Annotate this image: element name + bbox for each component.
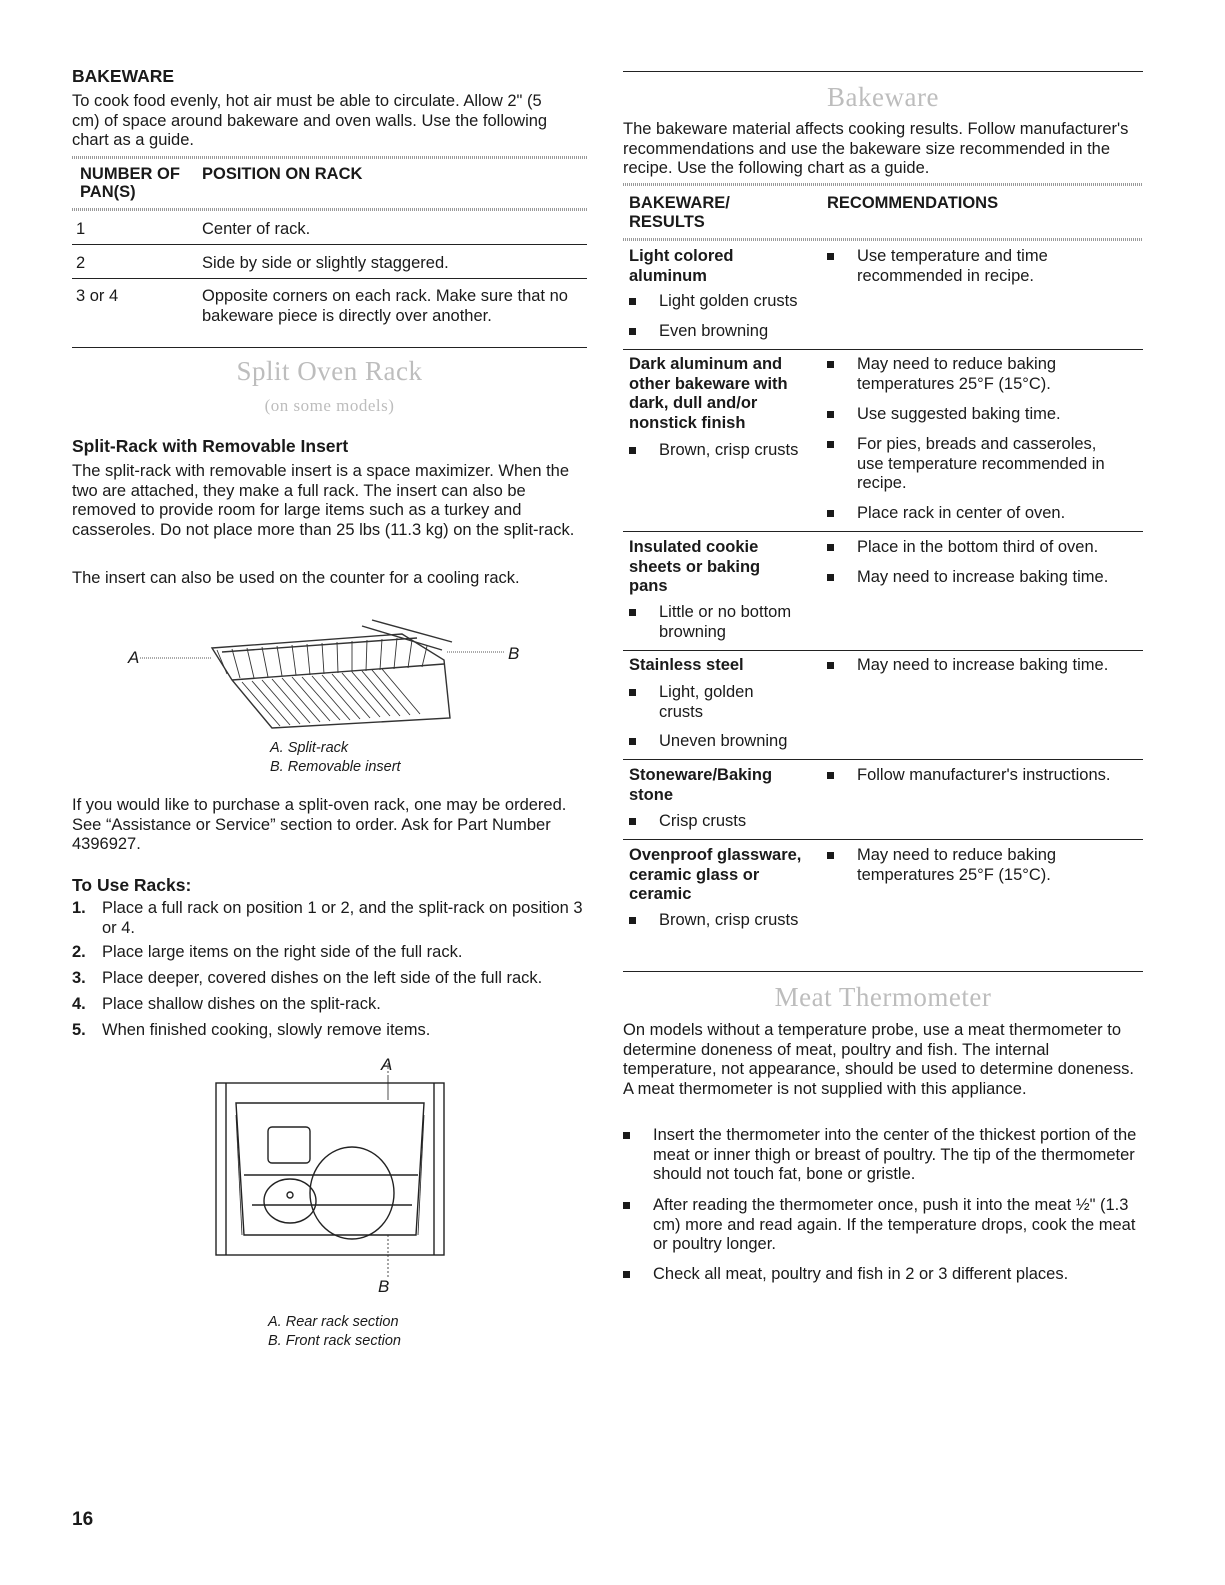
figure-label-a: A (128, 648, 140, 667)
result-item: Light golden crusts (629, 292, 819, 312)
row-divider (623, 839, 1143, 840)
table-top-rule (623, 183, 1143, 186)
table-row-num: 1 (76, 220, 86, 238)
step-number: 3. (72, 969, 86, 987)
split-rack-title: Split Oven Rack (236, 356, 423, 386)
split-rack-paragraph: The split-rack with removable insert is a space maximizer. When the two are attached, they make a full rack. The insert can also be removed to provide room for large items such as a turkey and casseroles. Do not place more than 25 lbs (11.3 kg) on the split-rack. (72, 462, 575, 539)
result-item: Brown, crisp crusts (629, 911, 799, 931)
table-header-rule (72, 208, 587, 211)
list-item: After reading the thermometer once, push it into the meat ½" (1.3 cm) more and read again. If the temperature drops, cook the meat or poultry longer. (623, 1196, 1141, 1255)
meat-thermometer-intro: On models without a temperature probe, use a meat thermometer to determine doneness of meat, poultry and fish. The internal temperature, not appearance, should be used to determine doneness. A meat thermometer is not supplied with this appliance. (623, 1021, 1134, 1098)
step-text: Place large items on the right side of the full rack. (102, 943, 463, 961)
split-rack-illustration (72, 600, 587, 730)
recommendation-item: May need to increase baking time. (827, 656, 1137, 676)
meat-thermometer-title: Meat Thermometer (774, 982, 992, 1012)
row-divider (72, 244, 587, 245)
recommendation-item: May need to reduce baking temperatures 25°F (15°C). (827, 846, 1127, 885)
step-number: 5. (72, 1021, 86, 1039)
figure-caption-b: B. Removable insert (270, 759, 401, 775)
result-item: Uneven browning (629, 732, 819, 752)
recommendation-item: Use suggested baking time. (827, 405, 1127, 425)
oven-rack-figure (212, 1055, 452, 1305)
material-name: Dark aluminum and other bakeware with dark, dull and/or nonstick finish (629, 355, 788, 432)
table-row-num: 3 or 4 (76, 287, 119, 305)
figure-label-b: B (508, 644, 520, 663)
step-number: 1. (72, 899, 86, 917)
use-racks-heading: To Use Racks: (72, 875, 192, 895)
row-divider (623, 759, 1143, 760)
figure-label-b: B (378, 1277, 390, 1296)
material-name: Stoneware/Baking stone (629, 766, 773, 804)
section-rule (623, 971, 1143, 972)
step-text: Place shallow dishes on the split-rack. (102, 995, 381, 1013)
material-name: Ovenproof glassware, ceramic glass or ceramic (629, 846, 802, 903)
table-header-position: POSITION ON RACK (202, 165, 363, 183)
step-number: 2. (72, 943, 86, 961)
row-divider (623, 531, 1143, 532)
row-divider (72, 278, 587, 279)
page-number: 16 (72, 1509, 94, 1530)
split-rack-heading: Split-Rack with Removable Insert (72, 436, 349, 456)
row-divider (623, 349, 1143, 350)
step-text: Place a full rack on position 1 or 2, and the split-rack on position 3 or 4. (102, 899, 583, 937)
bakeware-title: Bakeware (827, 82, 939, 112)
list-item (72, 995, 587, 1015)
recommendation-item: For pies, breads and casseroles, use temperature recommended in recipe. (827, 435, 1127, 494)
bakeware-intro: The bakeware material affects cooking results. Follow manufacturer's recommendations and use the bakeware size recommended in the recipe. Use the following chart as a guide. (623, 120, 1129, 177)
table-row-pos: Side by side or slightly staggered. (202, 254, 449, 272)
table-header-recommendations: RECOMMENDATIONS (827, 194, 999, 212)
recommendation-item: May need to increase baking time. (827, 568, 1137, 588)
split-rack-figure (72, 600, 587, 730)
result-item: Brown, crisp crusts (629, 441, 809, 461)
split-rack-subtitle: (on some models) (264, 396, 395, 415)
step-text: Place deeper, covered dishes on the left side of the full rack. (102, 969, 543, 987)
cooling-rack-paragraph: The insert can also be used on the counter for a cooling rack. (72, 569, 520, 587)
table-header-number: NUMBER OF PAN(S) (80, 165, 180, 201)
recommendation-item: May need to reduce baking temperatures 25°F (15°C). (827, 355, 1127, 394)
table-row-pos: Center of rack. (202, 220, 311, 238)
table-header-bakeware: BAKEWARE/ RESULTS (629, 194, 730, 231)
bakeware-heading: BAKEWARE (72, 66, 175, 86)
list-item (72, 1021, 587, 1041)
bakeware-intro: To cook food evenly, hot air must be able to circulate. Allow 2" (5 cm) of space around bakeware and oven walls. Use the following chart as a guide. (72, 92, 548, 149)
steps-list (72, 899, 587, 1059)
purchase-paragraph: If you would like to purchase a split-oven rack, one may be ordered. See “Assistance or Service” section to order. Ask for Part Number 4396927. (72, 796, 567, 853)
result-item: Little or no bottom browning (629, 603, 824, 642)
recommendation-item: Use temperature and time recommended in recipe. (827, 247, 1137, 286)
list-item (72, 943, 587, 963)
section-rule (72, 347, 587, 348)
result-item: Crisp crusts (629, 812, 819, 832)
result-item: Even browning (629, 322, 819, 342)
recommendation-item: Place in the bottom third of oven. (827, 538, 1137, 558)
row-divider (623, 650, 1143, 651)
material-name: Light colored aluminum (629, 247, 734, 285)
figure-label-a: A (381, 1055, 393, 1074)
table-header-rule (623, 238, 1143, 241)
figure-caption-b: B. Front rack section (268, 1333, 401, 1349)
result-item: Light, golden crusts (629, 683, 799, 722)
section-rule (623, 71, 1143, 72)
recommendation-item: Place rack in center of oven. (827, 504, 1127, 524)
recommendation-item: Follow manufacturer's instructions. (827, 766, 1143, 786)
oven-interior-illustration (212, 1055, 452, 1305)
table-top-rule (72, 156, 587, 159)
list-item: Check all meat, poultry and fish in 2 or 3 different places. (623, 1265, 1141, 1285)
list-item (72, 899, 587, 939)
figure-caption-a: A. Rear rack section (268, 1314, 399, 1330)
list-item (72, 969, 587, 989)
list-item: Insert the thermometer into the center of the thickest portion of the meat or inner thigh or breast of poultry. The tip of the thermometer should not touch fat, bone or gristle. (623, 1126, 1141, 1185)
material-name: Stainless steel (629, 656, 744, 674)
table-row-num: 2 (76, 254, 86, 272)
table-row-pos: Opposite corners on each rack. Make sure that no bakeware piece is directly over another. (202, 287, 568, 325)
step-number: 4. (72, 995, 86, 1013)
figure-caption-a: A. Split-rack (270, 740, 349, 756)
material-name: Insulated cookie sheets or baking pans (629, 538, 761, 595)
step-text: When finished cooking, slowly remove items. (102, 1021, 431, 1039)
